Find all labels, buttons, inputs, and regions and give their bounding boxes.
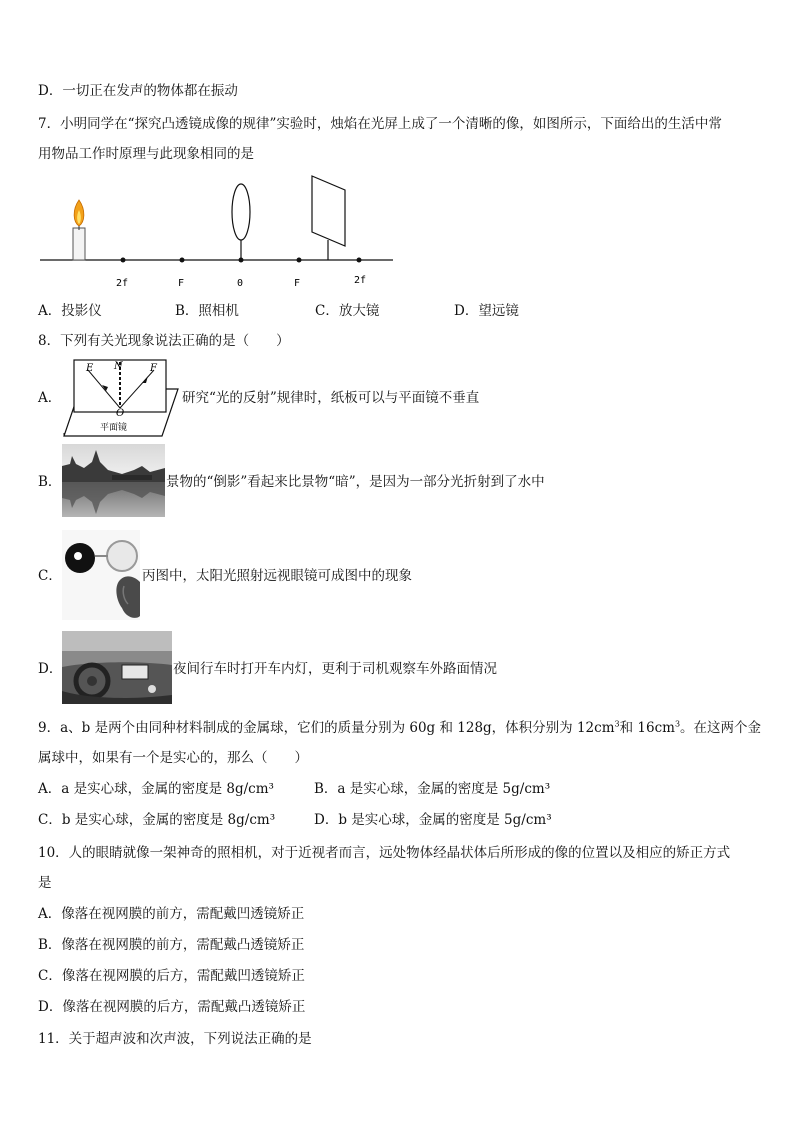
label-mirror: 平面镜 — [100, 423, 128, 433]
point-2f-right — [357, 258, 362, 263]
q9-option-b: B．a 是实心球，金属的密度是 5g/cm³ — [314, 781, 551, 797]
q8-option-b-letter: B． — [38, 474, 62, 490]
q8-option-a-letter: A． — [38, 390, 62, 406]
q10-option-c: C．像落在视网膜的后方，需配戴凹透镜矫正 — [38, 968, 305, 984]
label-f: F — [150, 363, 157, 374]
q7-option-c: C．放大镜 — [315, 303, 380, 319]
q8-option-d-letter: D． — [38, 661, 63, 677]
point-f-left — [180, 258, 185, 263]
q8-c-glasses-photo — [62, 530, 140, 620]
q8-option-c-letter: C． — [38, 568, 62, 584]
q10-stem-line1: 10．人的眼睛就像一架神奇的照相机，对于近视者而言，远处物体经晶状体后所形成的像的位置以及相应的矫正方式 — [38, 845, 731, 861]
q7-option-b: B．照相机 — [175, 303, 239, 319]
q8-option-d-text: 夜间行车时打开车内灯，更利于司机观察车外路面情况 — [173, 661, 497, 677]
q8-option-c-text: 丙图中，太阳光照射远视眼镜可成图中的现象 — [142, 568, 412, 584]
q8-a-reflection-figure — [62, 356, 180, 438]
label-f-left: F — [178, 278, 185, 289]
q10-stem-line2: 是 — [38, 875, 52, 891]
q9-option-c: C．b 是实心球，金属的密度是 8g/cm³ — [38, 812, 276, 828]
q11-stem: 11．关于超声波和次声波，下列说法正确的是 — [38, 1031, 312, 1047]
q10-option-d: D．像落在视网膜的后方，需配戴凸透镜矫正 — [38, 999, 306, 1015]
label-n: N — [114, 361, 123, 372]
label-o: O — [116, 408, 125, 419]
q7-option-a: A．投影仪 — [38, 303, 102, 319]
q9-option-d: D．b 是实心球，金属的密度是 5g/cm³ — [314, 812, 552, 828]
light-screen-icon — [312, 176, 345, 260]
q8-d-car-interior-photo — [62, 631, 172, 704]
q7-stem-line1: 7．小明同学在“探究凸透镜成像的规律”实验时，烛焰在光屏上成了一个清晰的像，如图所示，下面给出的生活中常 — [38, 116, 722, 132]
label-2f-right: 2f — [354, 275, 367, 286]
q7-option-d: D．望远镜 — [454, 303, 519, 319]
q9-option-a: A．a 是实心球，金属的密度是 8g/cm³ — [38, 781, 274, 797]
q8-option-a-text: 研究“光的反射”规律时，纸板可以与平面镜不垂直 — [182, 390, 480, 406]
q10-option-a: A．像落在视网膜的前方，需配戴凹透镜矫正 — [38, 906, 305, 922]
q6-option-d: D．一切正在发声的物体都在振动 — [38, 83, 238, 99]
point-f-right — [297, 258, 302, 263]
label-f-right: F — [294, 278, 301, 289]
q8-option-b-text: 景物的“倒影”看起来比景物“暗”，是因为一部分光折射到了水中 — [166, 474, 545, 490]
q7-stem-line2: 用物品工作时原理与此现象相同的是 — [38, 146, 254, 162]
q8-b-reflection-photo — [62, 444, 165, 517]
point-2f-left — [121, 258, 126, 263]
label-o: 0 — [237, 278, 244, 289]
q9-stem-line1: 9．a、b 是两个由同种材料制成的金属球，它们的质量分别为 60g 和 128g，体积分别为 $12cm^3$和 $16cm^3$。在这两个金 — [38, 719, 762, 736]
label-2f-left: 2f — [116, 278, 129, 289]
label-e: E — [86, 363, 94, 374]
q8-stem: 8．下列有关光现象说法正确的是（ ） — [38, 333, 290, 349]
convex-lens-icon — [232, 184, 250, 240]
q9-stem-line2: 属球中，如果有一个是实心的，那么（ ） — [38, 750, 308, 766]
q7-lens-diagram — [36, 170, 401, 295]
q10-option-b: B．像落在视网膜的前方，需配戴凸透镜矫正 — [38, 937, 305, 953]
candle-icon — [73, 200, 85, 260]
